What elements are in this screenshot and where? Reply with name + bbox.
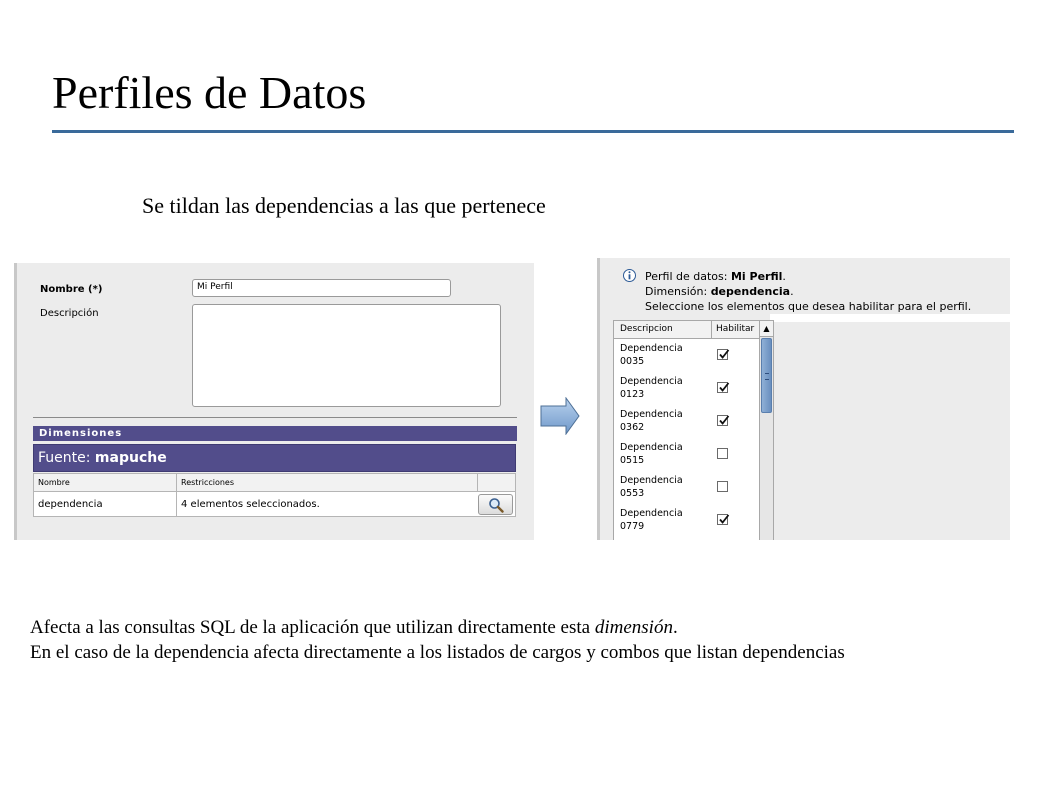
title-underline [52,130,1014,133]
dependency-label: Dependencia 0123 [620,376,683,400]
dimension-line: Dimensión: dependencia. [645,285,794,298]
habilitar-checkbox[interactable] [717,382,728,393]
table-row[interactable] [34,492,515,517]
habilitar-checkbox[interactable] [717,481,728,492]
grid-header-nombre: Nombre [38,478,70,487]
explanation-line-1: Afecta a las consultas SQL de la aplicación que utilizan directamente esta dimensión. [30,617,678,638]
right-arrow-icon [540,397,580,435]
descripcion-textarea[interactable] [192,304,501,407]
element-selector-screenshot [597,258,1010,540]
table-row[interactable] [614,504,759,537]
form-separator [33,417,517,418]
header-habilitar: Habilitar [716,324,755,334]
fuente-bar [33,444,516,472]
slide-subtitle: Se tildan las dependencias a las que pertenece [142,193,546,218]
grid-cell-restricciones: 4 elementos seleccionados. [181,499,320,510]
dependency-label: Dependencia 0515 [620,442,683,466]
slide-title: Perfiles de Datos [52,67,367,118]
info-icon [623,269,636,282]
dimensions-grid [33,473,516,517]
nombre-label: Nombre (*) [40,284,103,295]
vertical-scrollbar[interactable] [759,321,773,540]
descripcion-label: Descripción [40,308,99,319]
header-descripcion: Descripcion [620,324,673,334]
explanation-text [30,615,1030,665]
magnifier-icon [488,497,504,513]
fuente-value: mapuche [94,450,167,466]
table-row[interactable] [614,372,759,405]
nombre-input[interactable]: Mi Perfil [192,279,451,297]
dependency-label: Dependencia 0779 [620,508,683,532]
fuente-label: Fuente: [38,450,91,466]
dependency-table-header [614,321,759,339]
scroll-up-arrow-icon[interactable]: ▲ [760,321,773,337]
check-icon [718,348,730,360]
perfil-line: Perfil de datos: Mi Perfil. [645,270,786,283]
profile-form-screenshot [14,263,534,540]
table-row[interactable] [614,438,759,471]
dimensiones-header: Dimensiones [33,426,517,441]
dependency-table [613,320,774,540]
perfil-name: Mi Perfil [730,270,783,283]
grid-header [34,474,515,492]
dependency-label: Dependencia 0035 [620,343,683,367]
habilitar-checkbox[interactable] [717,514,728,525]
check-icon [718,381,730,393]
dependency-rows [614,339,759,537]
dependency-label: Dependencia 0362 [620,409,683,433]
scroll-thumb[interactable] [761,338,772,413]
table-row[interactable] [614,405,759,438]
table-row[interactable] [614,339,759,372]
check-icon [718,513,730,525]
habilitar-checkbox[interactable] [717,448,728,459]
grid-header-restricciones: Restricciones [181,478,235,487]
habilitar-checkbox[interactable] [717,415,728,426]
table-row[interactable] [614,471,759,504]
dimension-name: dependencia [710,285,791,298]
dependency-label: Dependencia 0553 [620,475,683,499]
check-icon [718,414,730,426]
select-elements-button[interactable] [478,494,513,515]
grid-cell-nombre: dependencia [38,499,103,510]
habilitar-checkbox[interactable] [717,349,728,360]
explanation-line-2: En el caso de la dependencia afecta directamente a los listados de cargos y combos que listan dependencias [30,642,845,663]
instruction-line: Seleccione los elementos que desea habilitar para el perfil. [645,300,972,313]
